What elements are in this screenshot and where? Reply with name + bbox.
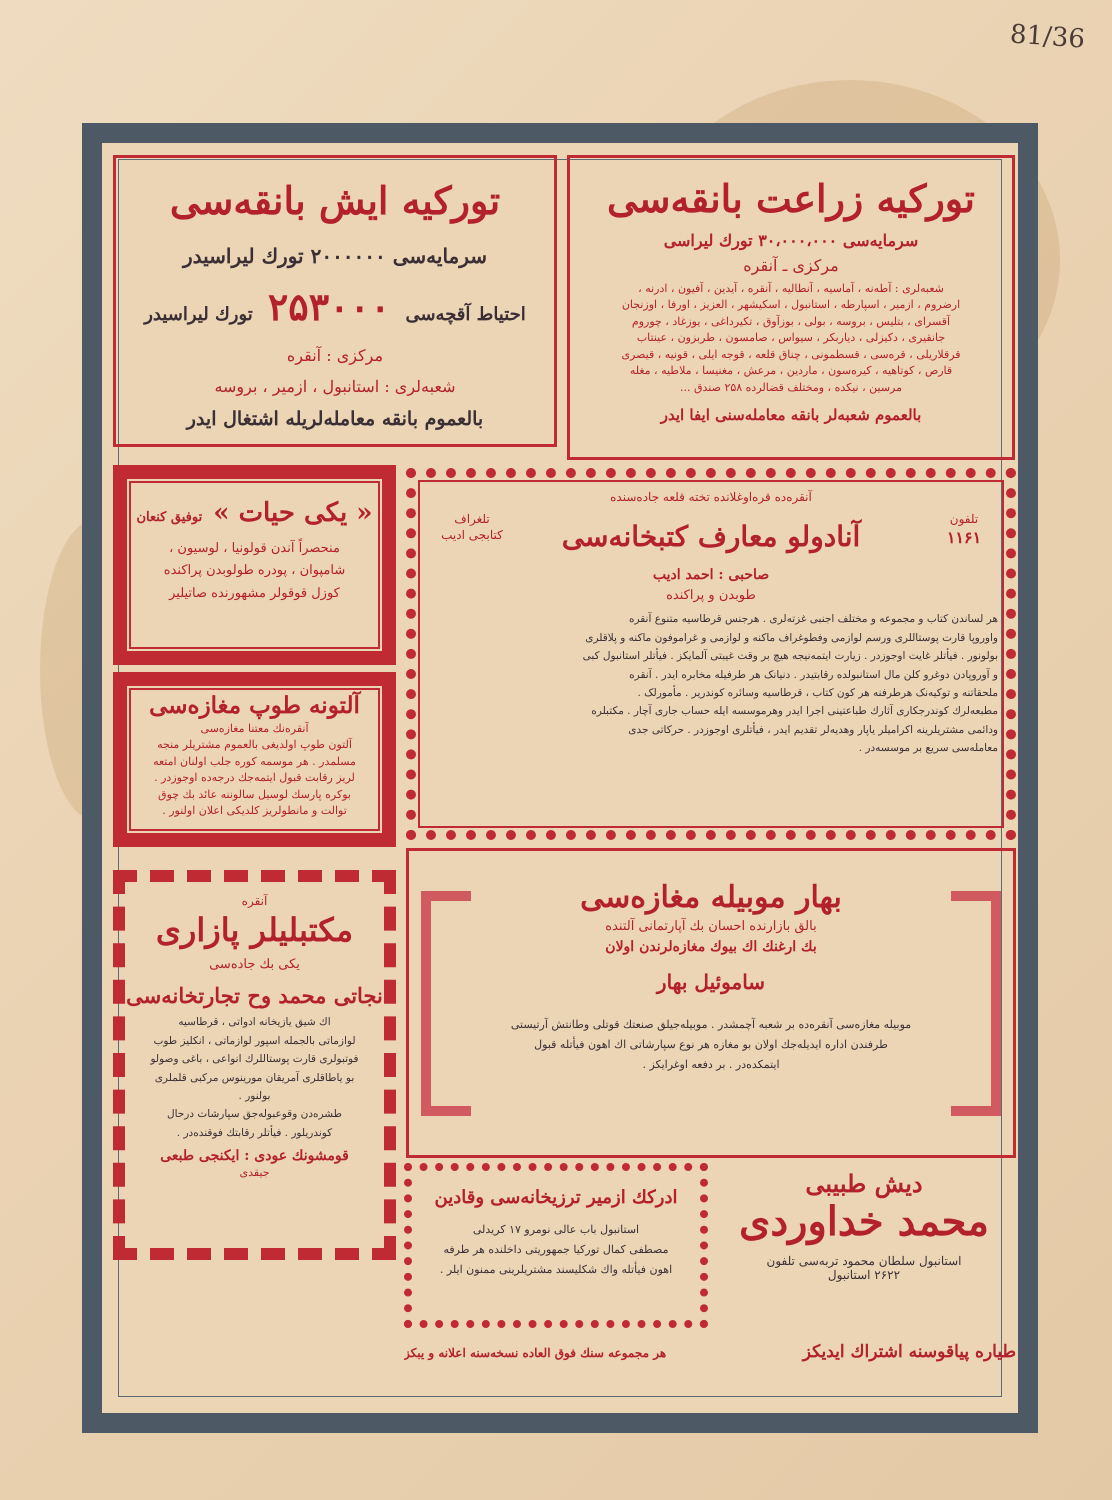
kitaphane-phone-block xyxy=(934,511,994,550)
kitaphane-line: ودائمی مشتریلرینه اکرامیلر یاپار وهدیه‌لر تقدیم ایدر ، فیأتلری اوجوزدر . حرکاتی جدی xyxy=(628,723,998,736)
altin-top-line: آنقره‌نك معتنا مغازه‌سی xyxy=(200,721,309,735)
izmir-terzi-line: اهون فیأتله واك شکلیسند مشتریلرینی ممنون ایلر . xyxy=(439,1263,673,1277)
kitaphane-telegraph: کتابجی ادیب xyxy=(441,528,503,543)
mektep-footer: قومشونك عودی : ایکنجی طبعی xyxy=(160,1148,349,1164)
mektep-line: فوتبولری قارت پوستاللرك انواعی ، باغی وصولو xyxy=(150,1053,359,1066)
kitaphane-phone-label: تلفون xyxy=(949,511,979,526)
izmir-terzi-line: مصطفی کمال تورکیا جمهوریتی داخلنده هر طرفه xyxy=(443,1242,669,1256)
yeni-hayat-owner: توفیق کنعان xyxy=(136,510,203,525)
bottom-left-note: هر مجموعه سنك فوق العاده نسخه‌سنه اعلانه و یبکز xyxy=(404,1346,667,1360)
dentist-name: محمد خداوردی xyxy=(739,1198,989,1245)
ziraat-bank-title: تورکیه زراعت بانقه‌سی xyxy=(606,176,976,221)
mektep-city: آنقره xyxy=(241,894,268,908)
ziraat-branch-line: قرقلاریلی ، قره‌سی ، قسطمونی ، چناق قلعه ، قوجه ایلی ، قونیه ، قیصری xyxy=(621,347,961,361)
altin-top-line: لریز رقابت قبول ایتمه‌جك درجه‌ده اوجوزدر . xyxy=(154,771,355,785)
yeni-hayat-line: کوزل قوقولر مشهورنده صاتیلیر xyxy=(169,586,340,601)
kitaphane-phone: ۱۱۶۱ xyxy=(946,528,982,548)
izmir-terzi-body xyxy=(412,1220,700,1281)
yeni-hayat-ad xyxy=(113,465,396,665)
ziraat-bank-branches xyxy=(570,281,1012,397)
izmir-terzi-ad xyxy=(404,1163,708,1328)
yeni-hayat-line: منحصراً آندن قولونیا ، لوسیون ، xyxy=(169,540,340,556)
altin-top-ad xyxy=(113,672,396,847)
ziraat-branch-line: جانقیری ، دکیزلی ، دیاربکر ، سیواس ، صامسون ، طربزون ، عینتاب xyxy=(636,331,946,345)
altin-top-line: آلتون طوپ اولدیغی بالعموم مشتریلر منجه xyxy=(157,738,352,752)
ziraat-branch-line: قارص ، کوتاهیه ، کیره‌سون ، ماردین ، مرعش ، مغنیسا ، ملاطیه ، مغله xyxy=(629,364,953,378)
mektep-footer-small: جیقدی xyxy=(239,1166,270,1179)
bahar-line: ایتمکده‌در . بر دفعه اوغرایکز . xyxy=(642,1057,780,1071)
izmir-terzi-title: ادرکك ازمیر ترزیخانه‌سی وقادین xyxy=(434,1187,678,1208)
kitaphane-line: و آوروپادن دوغرو کلن مال استانبولده رقابتیدر . دنیانک هر طرفیله مخابره ایدر . آنقره xyxy=(629,668,998,681)
mektep-line: کوندریلور . فیأتلر رقابتك فوقنده‌در . xyxy=(176,1126,333,1139)
mektep-title: مکتبلیلر پازاری xyxy=(155,910,354,949)
is-bank-branches: شعبه‌لری : استانبول ، ازمیر ، بروسه xyxy=(214,377,456,397)
archive-note: 81/36 xyxy=(1009,19,1086,55)
ziraat-bank-capital: سرمایه‌سی ۳۰،۰۰۰،۰۰۰ تورك لیراسی xyxy=(663,230,919,250)
altin-top-line: مسلمدر . هر موسمه کوره جلب اولنان امتعه xyxy=(153,754,356,768)
bahar-title: بهار موبیله مغازه‌سی xyxy=(580,880,842,915)
ziraat-branch-line: مرسین ، نیکده ، ومختلف قضالرده ۲۵۸ صندق ... xyxy=(679,380,902,394)
is-bank-title: تورکیه ایش بانقه‌سی xyxy=(169,178,501,223)
kitaphane-line: واوروپا قارت پوستاللری ورسم لوازمی وفطوغراف ماکنه و لوازمی و غراموفون ماکنه و پلاقلری xyxy=(585,631,998,644)
is-bank-reserve xyxy=(116,284,554,329)
ziraat-branch-line: ارضروم ، ازمیر ، اسپارطه ، استانبول ، اسکیشهر ، العزیز ، اورفا ، اوزنجان xyxy=(621,298,961,312)
kitaphane-owner: صاحبی : احمد ادیب xyxy=(652,566,770,583)
bottom-right-note: طیاره پیاقوسنه اشتراك ایدیکز xyxy=(802,1342,1016,1362)
bahar-tagline: بك ارغنك اك بیوك مغازه‌لرندن اولان xyxy=(605,938,817,955)
mektep-line: لوازماتی بالجمله اسپور لوازماتی ، انکلیز طوب xyxy=(153,1034,356,1047)
mektep-line: بولنور . xyxy=(238,1089,271,1102)
yeni-hayat-title: « یکی حیات » xyxy=(213,498,373,528)
bottom-strip xyxy=(404,1338,1016,1372)
kitaphane-sub: طوبدن و پراکنده xyxy=(666,588,756,604)
dentist-address: استانبول سلطان محمود تربه‌سی تلفون xyxy=(766,1254,962,1268)
kitaphane-body xyxy=(416,610,1006,757)
kitaphane-line: معامله‌سی سریع بر موسسه‌در . xyxy=(858,742,998,755)
mektep-line: طشره‌دن وقوعبوله‌جق سپارشات درحال xyxy=(166,1108,343,1121)
is-bank-hq: مرکزی : آنقره xyxy=(286,345,384,365)
altin-top-line: توالت و مانطولریز کلدیکی اعلان اولنور . xyxy=(162,804,347,818)
bahar-left-ornament xyxy=(421,891,471,1116)
mektep-line: اك شیق یازیخانه ادواتی ، قرطاسیه xyxy=(178,1016,331,1029)
ziraat-bank-footer: بالعموم شعبه‌لر بانقه معامله‌سنی ایفا ایدر xyxy=(660,406,922,425)
is-bank-reserve-value: ۲۵۳۰۰۰ xyxy=(267,283,391,329)
altin-top-line: بوکره پارسك لوسیل سالوننه عائد بك چوق xyxy=(158,787,351,801)
ziraat-branch-line: شعبه‌لری : آطه‌نه ، آماسیه ، آنطالیه ، آنقره ، آیدین ، آفیون ، ادرنه ، xyxy=(638,281,944,295)
is-bank-reserve-label: احتیاط آقچه‌سی xyxy=(405,303,526,325)
ziraat-branch-line: آقسرای ، بتلیس ، بروسه ، بولی ، بوزآوق ، تکیرداغی ، یوزغاد ، چوروم xyxy=(631,314,951,328)
dentist-phone: ۲۶۲۲ استانبول xyxy=(827,1268,901,1282)
mektep-ad xyxy=(113,870,396,1260)
kitaphane-line: هر لساندن کتاب و مجموعه و مختلف اجنبی غزته‌لری . هرجنس قرطاسیه متنوع آنقره xyxy=(628,613,998,626)
mektep-line: بو یاطاقلری آمریقان مورینوس مرکبی قلملری xyxy=(154,1071,355,1084)
altin-top-title: آلتونه طوپ مغازه‌سی xyxy=(149,692,360,719)
bahar-ad xyxy=(406,848,1016,1158)
dentist-ad xyxy=(712,1163,1016,1328)
mektep-body xyxy=(125,1013,384,1142)
kitaphane-telegraph-label: تلغراف xyxy=(454,511,490,526)
kitaphane-line: بولونور . فیأتلر غایت اوجوزدر . زیارت ایتمه‌نیجه هیچ بر وقت غیبتی آلمایکز . فیأتلر استانبول کبی xyxy=(582,650,998,663)
bahar-line: موبیله مغازه‌سی آنقره‌ده بر شعبه آچمشدر . موبیله‌جیلق صنعتك قوتلی وطانتش آرتیستی xyxy=(510,1018,912,1032)
kitaphane-ad xyxy=(406,468,1016,840)
kitaphane-telegraph-block xyxy=(428,511,516,545)
kitaphane-line: ملحقاتنه و توکیه‌نک هرطرفنه هر کون کتاب ، قرطاسیه وسائره کوندریر . مأمورلک . xyxy=(637,686,998,699)
kitaphane-line: مطبعه‌لرك کوندرجکاری آثارك طباعتینی اجرا ایدر وهرموسسه ایله حساب جاری آچار . مکتبلره xyxy=(591,705,998,718)
is-bank-reserve-unit: تورك لیراسیدر xyxy=(144,303,253,325)
bahar-line: طرفندن اداره ایدیله‌جك اولان بو مغازه هر نوع سپارشاتی اك اهون فیأتله قبول xyxy=(534,1038,888,1052)
yeni-hayat-header xyxy=(127,497,382,530)
bahar-body xyxy=(479,1015,943,1074)
is-bank-footer: بالعموم بانقه معامله‌لریله اشتغال ایدر xyxy=(186,407,484,430)
kitaphane-title: آنادولو معارف کتبخانه‌سی xyxy=(561,519,861,553)
kitaphane-address: آنقره‌ده قره‌اوغلانده تخته قلعه جاده‌سنده xyxy=(610,490,812,504)
bahar-owner: ساموئیل بهار xyxy=(656,970,766,995)
ziraat-bank-ad xyxy=(567,155,1015,460)
is-bank-ad xyxy=(113,155,557,447)
yeni-hayat-body xyxy=(127,538,382,606)
yeni-hayat-line: شامپوان ، پودره طولوبدن پراکنده xyxy=(163,563,346,579)
mektep-street: یکی بك جاده‌سی xyxy=(209,956,300,972)
ziraat-bank-hq: مرکزی ـ آنقره xyxy=(743,256,839,276)
kitaphane-header xyxy=(416,511,1006,561)
dentist-label: دیش طبیبی xyxy=(805,1169,923,1198)
bahar-right-ornament xyxy=(951,891,1001,1116)
is-bank-capital: سرمایه‌سی ۲۰۰۰۰۰۰ تورك لیراسیدر xyxy=(182,243,488,268)
bahar-address: بالق بازارنده احسان بك آپارتمانی آلتنده xyxy=(605,918,817,934)
izmir-terzi-line: استانبول باب عالی نومرو ۱۷ کریدلی xyxy=(472,1222,640,1236)
mektep-owner: نجاتی محمد وح تجارتخانه‌سی xyxy=(126,983,383,1009)
altin-top-body xyxy=(127,721,382,820)
